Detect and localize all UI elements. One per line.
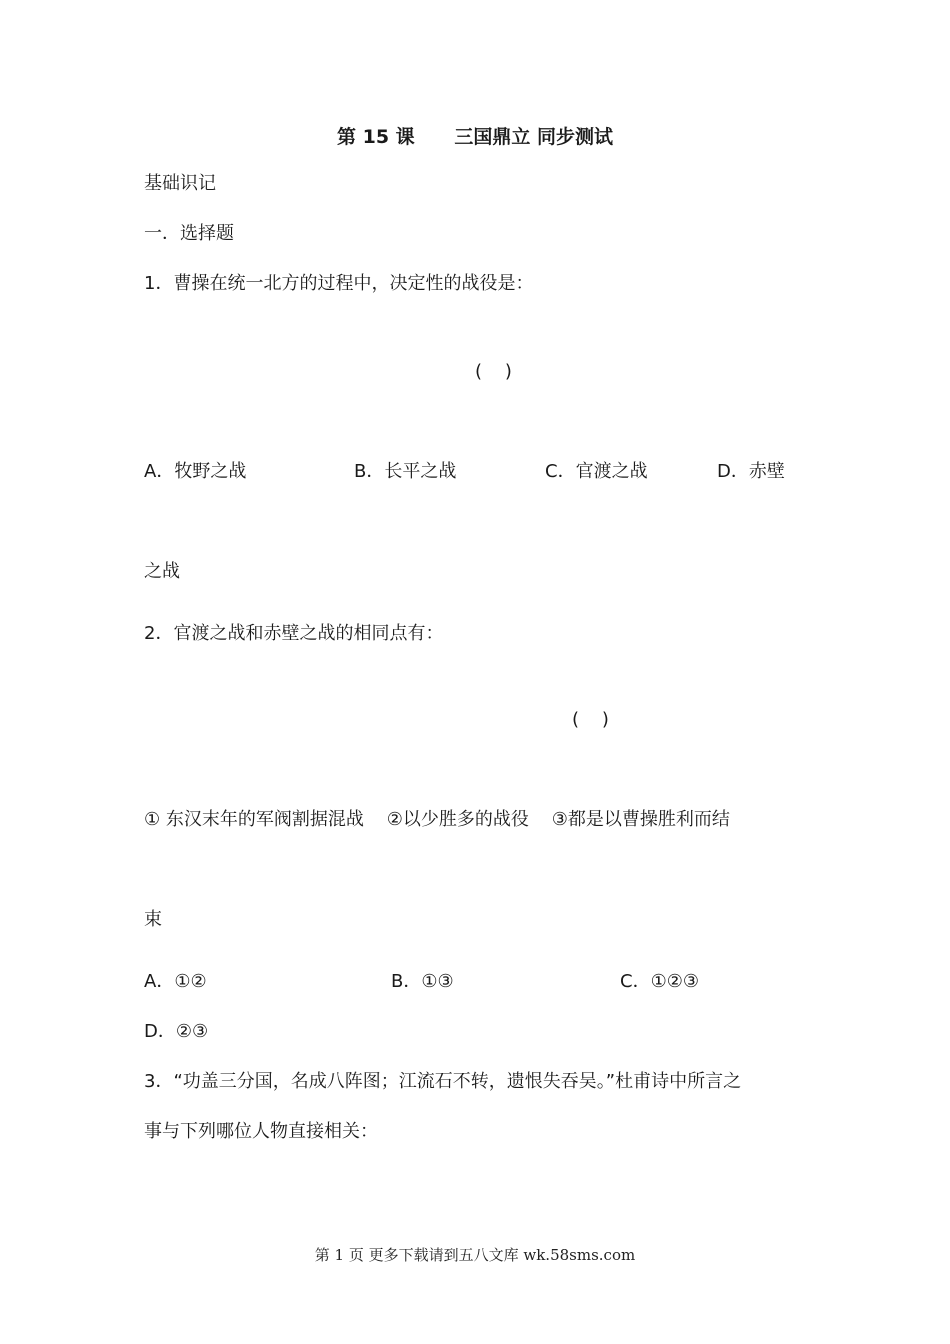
question-2-option-b: B．①③ <box>391 971 454 992</box>
question-2-stem: 2．官渡之战和赤壁之战的相同点有： <box>144 623 444 644</box>
question-2-answer-blank: ( ) <box>572 709 609 730</box>
question-2-option-d: D．②③ <box>144 1021 209 1042</box>
question-2-option-a: A．①② <box>144 971 207 992</box>
question-2-option-c: C．①②③ <box>620 971 699 992</box>
question-1-option-d-wrap: 之战 <box>144 561 180 582</box>
section-heading: 基础识记 <box>144 173 216 194</box>
question-3-stem-line-1: 3．“功盖三分国，名成八阵图；江流石不转，遗恨失吞吴。”杜甫诗中所言之 <box>144 1071 742 1092</box>
question-1-option-b: B．长平之战 <box>354 461 457 482</box>
page-title: 第 15 课 三国鼎立 同步测试 <box>337 126 613 148</box>
question-1-option-c: C．官渡之战 <box>545 461 648 482</box>
part-heading: 一．选择题 <box>144 223 234 244</box>
question-1-answer-blank: ( ) <box>475 361 512 382</box>
question-2-statements: ① 东汉末年的军阀割据混战 ②以少胜多的战役 ③都是以曹操胜利而结 <box>144 809 730 830</box>
question-3-stem-line-2: 事与下列哪位人物直接相关： <box>144 1121 378 1142</box>
page-footer: 第 1 页 更多下载请到五八文库 wk.58sms.com <box>314 1246 636 1264</box>
question-1-option-a: A．牧野之战 <box>144 461 247 482</box>
question-1-option-d: D．赤壁 <box>717 461 785 482</box>
question-2-statements-wrap: 束 <box>144 909 162 930</box>
question-1-stem: 1．曹操在统一北方的过程中，决定性的战役是： <box>144 273 534 294</box>
